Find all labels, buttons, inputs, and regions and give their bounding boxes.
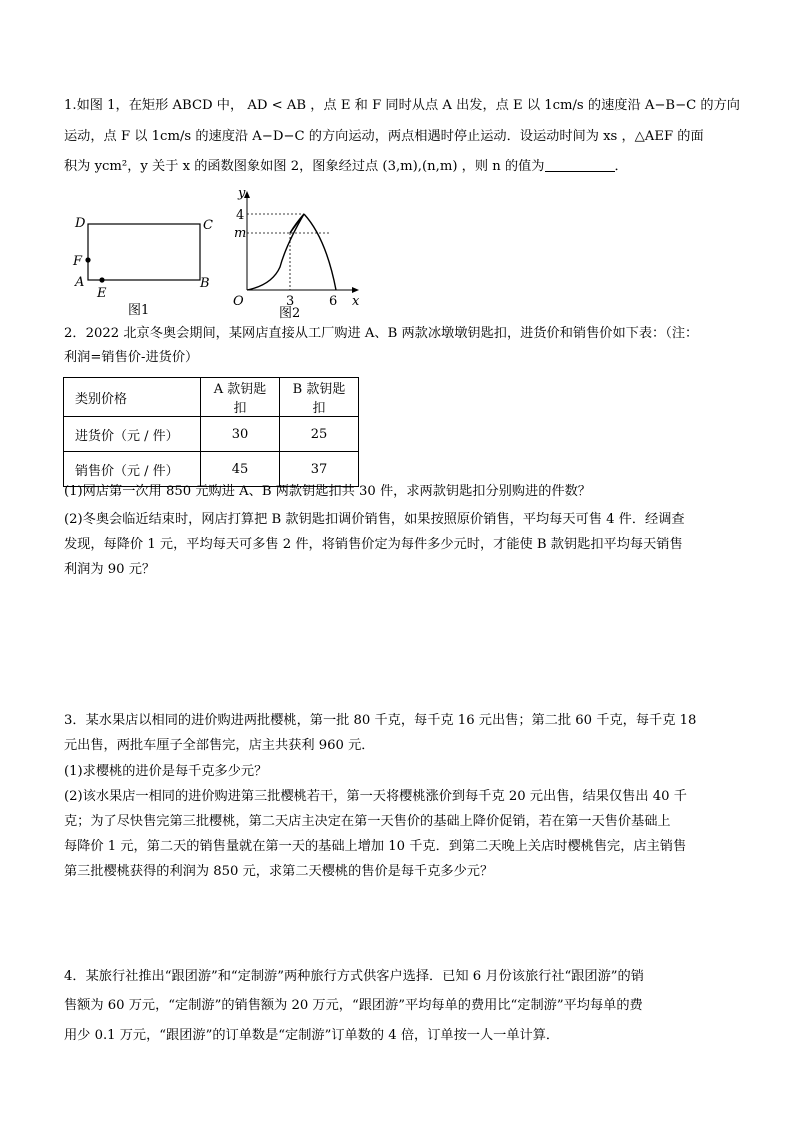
table-cell: 30 (201, 417, 280, 452)
tick-label-3: 3 (286, 294, 295, 309)
price-table (63, 377, 359, 487)
table-cell: 25 (280, 417, 359, 452)
tick-label-6: 6 (329, 294, 338, 309)
q2-part-2-line-1: (2)冬奥会临近结束时，网店打算把 B 款钥匙扣调价销售，如果按照原价销售，平均每天可售 4 件．经调查 (64, 512, 685, 527)
q2-line-2: 利润=销售价-进货价） (64, 350, 199, 365)
q2-part-2-line-3: 利润为 90 元？ (64, 562, 156, 577)
table-cell: 销售价（元 / 件） (64, 452, 201, 487)
q1-line-3-text: 积为 ycm²，y 关于 x 的函数图象如图 2，图象经过点 (3,m),(n,m) ，则 n 的值为 (64, 159, 545, 174)
table-header-cell: B 款钥匙扣 (280, 378, 359, 417)
label-a: A (75, 275, 85, 290)
q1-line-2: 运动，点 F 以 1cm/s 的速度沿 A−D−C 的方向运动，两点相遇时停止运动．设运动时间为 xs ，△AEF 的面 (64, 129, 704, 144)
table-header-cell: A 款钥匙扣 (201, 378, 280, 417)
origin-label: O (233, 294, 244, 309)
table-cell: 进货价（元 / 件） (64, 417, 201, 452)
q4-line-1: 4．某旅行社推出“跟团游”和“定制游”两种旅行方式供客户选择．已知 6 月份该旅行社“跟团游”的销 (64, 969, 644, 984)
q3-part-1: (1)求樱桃的进价是每千克多少元？ (64, 764, 268, 779)
q3-part-2-line-1: (2)该水果店一相同的进价购进第三批樱桃若干，第一天将樱桃涨价到每千克 20 元出售，结果仅售出 40 千 (64, 789, 687, 804)
q4-line-2: 售额为 60 万元，“定制游”的销售额为 20 万元，“跟团游”平均每单的费用比“定制游”平均每单的费 (64, 998, 643, 1013)
q2-part-1: (1)网店第一次用 850 元购进 A、B 两款钥匙扣共 30 件，求两款钥匙扣分别购进的件数？ (64, 484, 591, 499)
x-axis-arrow (352, 287, 359, 293)
q3-part-2-line-4: 第三批樱桃获得的利润为 850 元，求第二天樱桃的售价是每千克多少元？ (64, 864, 494, 879)
table-cell: 37 (280, 452, 359, 487)
tick-label-m: m (234, 226, 247, 241)
point-e-dot (99, 277, 104, 282)
q4-line-3: 用少 0.1 万元，“跟团游”的订单数是“定制游”订单数的 4 倍，订单按一人一单计算． (64, 1028, 560, 1043)
axis-label-y: y (238, 186, 246, 201)
q2-part-2-line-2: 发现，每降价 1 元，平均每天可多售 2 件，将销售价定为每件多少元时，才能使 B 款钥匙扣平均每天销售 (64, 537, 683, 552)
label-e: E (97, 286, 107, 301)
q1-line-3-end: ． (614, 159, 628, 174)
q1-line-3 (64, 157, 628, 177)
table-header-row (64, 378, 359, 417)
q3-line-1: 3．某水果店以相同的进价购进两批樱桃，第一批 80 千克，每千克 16 元出售；第二批 60 千克，每千克 18 (64, 713, 697, 728)
figure-1-caption: 图1 (128, 303, 150, 318)
rectangle-abcd (88, 224, 200, 280)
label-d: D (75, 216, 86, 231)
axis-label-x: x (352, 294, 360, 309)
label-c: C (203, 218, 213, 233)
table-row (64, 417, 359, 452)
label-f: F (73, 254, 83, 269)
table-cell: 45 (201, 452, 280, 487)
q1-line-1: 1.如图 1，在矩形 ABCD 中， AD < AB ，点 E 和 F 同时从点 A 出发，点 E 以 1cm/s 的速度沿 A−B−C 的方向 (64, 98, 740, 113)
label-b: B (200, 276, 210, 291)
tick-label-4: 4 (236, 208, 245, 223)
table-header-cell: 类别价格 (64, 378, 201, 417)
figure-1-rectangle (70, 208, 220, 320)
graph-curve-rising-end (290, 214, 304, 233)
graph-curve-falling (304, 214, 336, 290)
point-f-dot (85, 257, 90, 262)
q3-part-2-line-2: 克；为了尽快售完第三批樱桃，第二天店主决定在第一天售价的基础上降价促销，若在第一天售价基础上 (64, 814, 671, 829)
figure-2-graph (228, 183, 368, 320)
q2-line-1: 2．2022 北京冬奥会期间，某网店直接从工厂购进 A、B 两款冰墩墩钥匙扣，进货价和销售价如下表：（注： (64, 326, 699, 341)
answer-blank (545, 157, 615, 172)
q3-line-2: 元出售，两批车厘子全部售完，店主共获利 960 元． (64, 738, 375, 753)
q3-part-2-line-3: 每降价 1 元，第二天的销售量就在第一天的基础上增加 10 千克．到第二天晚上关店时樱桃售完，店主销售 (64, 839, 687, 854)
figure-2-caption: 图2 (279, 306, 301, 320)
